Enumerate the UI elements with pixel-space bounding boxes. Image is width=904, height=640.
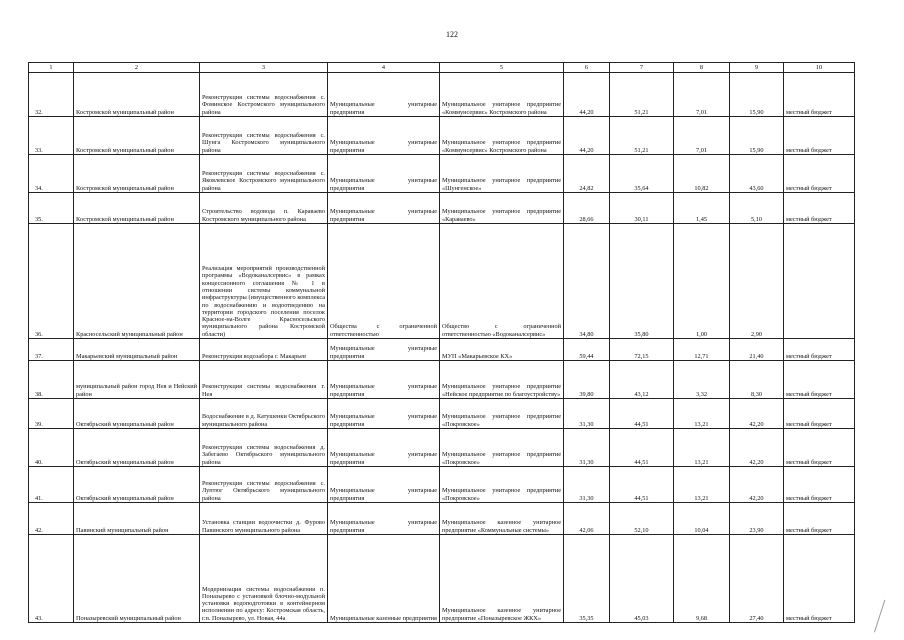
org-form-cell: Муниципальные унитарные предприятия xyxy=(328,339,440,361)
project-cell: Реконструкция системы водоснабжения с. Луптюг Октябрьского муниципального района xyxy=(200,467,328,503)
value-cell-8: 1,00 xyxy=(674,224,730,339)
operator-cell: Муниципальное унитарное предприятие «Покровское» xyxy=(440,399,564,429)
document-table-container xyxy=(28,62,854,623)
project-cell: Реконструкция водозабора г. Макарьев xyxy=(200,339,328,361)
budget-cell: местный бюджет xyxy=(784,193,855,224)
value-cell-8: 10,82 xyxy=(674,155,730,193)
value-cell-7: 72,15 xyxy=(610,339,674,361)
district-cell: Костромской муниципальный район xyxy=(74,73,200,117)
project-cell: Установка станции водоочистки д. Фурово Павинского муниципального района xyxy=(200,503,328,535)
value-cell-6: 31,30 xyxy=(564,467,610,503)
value-cell-7: 52,10 xyxy=(610,503,674,535)
operator-cell: Муниципальное унитарное предприятие «Шунгенское» xyxy=(440,155,564,193)
table-row xyxy=(29,429,855,467)
col-header-7: 7 xyxy=(610,63,674,73)
district-cell: Октябрьский муниципальный район xyxy=(74,467,200,503)
org-form-cell: Муниципальные унитарные предприятия xyxy=(328,117,440,155)
operator-cell: Муниципальное унитарное предприятие «Нейское предприятие по благоустройству» xyxy=(440,361,564,399)
value-cell-7: 51,21 xyxy=(610,117,674,155)
org-form-cell: Муниципальные унитарные предприятия xyxy=(328,429,440,467)
row-number: 43. xyxy=(29,535,74,623)
table-row xyxy=(29,117,855,155)
value-cell-9: 42,20 xyxy=(730,399,784,429)
row-number: 32. xyxy=(29,73,74,117)
row-number: 39. xyxy=(29,399,74,429)
district-cell: Красносельский муниципальный район xyxy=(74,224,200,339)
table-row xyxy=(29,339,855,361)
value-cell-7: 35,64 xyxy=(610,155,674,193)
value-cell-7: 51,21 xyxy=(610,73,674,117)
value-cell-6: 28,66 xyxy=(564,193,610,224)
operator-cell: Муниципальное казенное унитарное предприятие «Коммунальные системы» xyxy=(440,503,564,535)
value-cell-8: 13,21 xyxy=(674,467,730,503)
table-row xyxy=(29,535,855,623)
column-number-row xyxy=(29,63,855,73)
row-number: 33. xyxy=(29,117,74,155)
project-cell: Реконструкция системы водоснабжения с. Шунга Костромского муниципального района xyxy=(200,117,328,155)
value-cell-6: 24,82 xyxy=(564,155,610,193)
value-cell-9: 21,40 xyxy=(730,339,784,361)
project-cell: Реализация мероприятий производственной программы «Водоканалсервис» в рамках концессионного соглашения № 1 в отношении системы коммунальной инфраструктуры (имущественного комплекса по водоснабжению и водоотведению на территории городского поселения поселок Красное-на-Волге Красносельского муниципального района Костромской области) xyxy=(200,224,328,339)
investment-program-table xyxy=(28,62,855,623)
value-cell-8: 1,45 xyxy=(674,193,730,224)
value-cell-8: 7,01 xyxy=(674,117,730,155)
page-number: 122 xyxy=(446,30,458,39)
value-cell-9: 5,10 xyxy=(730,193,784,224)
operator-cell: Муниципальное унитарное предприятие «Покровское» xyxy=(440,467,564,503)
project-cell: Реконструкция системы водоснабжения д. Забегаево Октябрьского муниципального района xyxy=(200,429,328,467)
value-cell-6: 34,80 xyxy=(564,224,610,339)
budget-cell: местный бюджет xyxy=(784,73,855,117)
row-number: 38. xyxy=(29,361,74,399)
value-cell-7: 44,51 xyxy=(610,467,674,503)
value-cell-7: 35,80 xyxy=(610,224,674,339)
table-row xyxy=(29,155,855,193)
value-cell-6: 35,35 xyxy=(564,535,610,623)
project-cell: Реконструкция системы водоснабжения с. Яковлевское Костромского муниципального района xyxy=(200,155,328,193)
value-cell-9: 2,90 xyxy=(730,224,784,339)
org-form-cell: Муниципальные унитарные предприятия xyxy=(328,73,440,117)
table-row xyxy=(29,467,855,503)
value-cell-7: 30,11 xyxy=(610,193,674,224)
operator-cell: Муниципальное казенное унитарное предприятие «Поназыревское ЖКХ» xyxy=(440,535,564,623)
district-cell: Поназыревский муниципальный район xyxy=(74,535,200,623)
budget-cell: местный бюджет xyxy=(784,117,855,155)
org-form-cell: Муниципальные унитарные предприятия xyxy=(328,361,440,399)
col-header-5: 5 xyxy=(440,63,564,73)
value-cell-8: 13,21 xyxy=(674,429,730,467)
row-number: 34. xyxy=(29,155,74,193)
table-row xyxy=(29,224,855,339)
operator-cell: Муниципальное унитарное предприятие «Коммунсервис» Костромского района xyxy=(440,117,564,155)
value-cell-8: 10,04 xyxy=(674,503,730,535)
operator-cell: Муниципальное унитарное предприятие «Коммунсервис» Костромского района xyxy=(440,73,564,117)
table-row xyxy=(29,503,855,535)
project-cell: Реконструкция системы водоснабжения с. Фоминское Костромского муниципального района xyxy=(200,73,328,117)
value-cell-8: 9,68 xyxy=(674,535,730,623)
value-cell-6: 39,80 xyxy=(564,361,610,399)
org-form-cell: Муниципальные казенные предприятия xyxy=(328,535,440,623)
col-header-10: 10 xyxy=(784,63,855,73)
col-header-9: 9 xyxy=(730,63,784,73)
row-number: 35. xyxy=(29,193,74,224)
org-form-cell: Муниципальные унитарные предприятия xyxy=(328,467,440,503)
row-number: 42. xyxy=(29,503,74,535)
value-cell-8: 7,01 xyxy=(674,73,730,117)
org-form-cell: Муниципальные унитарные предприятия xyxy=(328,399,440,429)
value-cell-9: 42,20 xyxy=(730,467,784,503)
value-cell-9: 42,20 xyxy=(730,429,784,467)
budget-cell: местный бюджет xyxy=(784,339,855,361)
table-row xyxy=(29,73,855,117)
value-cell-9: 8,30 xyxy=(730,361,784,399)
col-header-6: 6 xyxy=(564,63,610,73)
district-cell: Костромской муниципальный район xyxy=(74,155,200,193)
budget-cell: местный бюджет xyxy=(784,429,855,467)
district-cell: Макарьевский муниципальный район xyxy=(74,339,200,361)
budget-cell: местный бюджет xyxy=(784,535,855,623)
value-cell-9: 27,40 xyxy=(730,535,784,623)
budget-cell: местный бюджет xyxy=(784,361,855,399)
value-cell-7: 45,03 xyxy=(610,535,674,623)
table-row xyxy=(29,399,855,429)
value-cell-9: 23,90 xyxy=(730,503,784,535)
district-cell: Октябрьский муниципальный район xyxy=(74,399,200,429)
operator-cell: Общество с ограниченной ответственностью «Водоканалсервис» xyxy=(440,224,564,339)
value-cell-8: 12,71 xyxy=(674,339,730,361)
value-cell-9: 43,60 xyxy=(730,155,784,193)
value-cell-6: 44,20 xyxy=(564,117,610,155)
district-cell: Павинский муниципальный район xyxy=(74,503,200,535)
budget-cell: местный бюджет xyxy=(784,467,855,503)
district-cell: Костромской муниципальный район xyxy=(74,193,200,224)
value-cell-7: 44,51 xyxy=(610,399,674,429)
budget-cell: местный бюджет xyxy=(784,399,855,429)
pen-stroke-mark xyxy=(874,600,891,634)
value-cell-9: 15,90 xyxy=(730,73,784,117)
value-cell-6: 42,06 xyxy=(564,503,610,535)
col-header-1: 1 xyxy=(29,63,74,73)
operator-cell: МУП «Макарьевское КХ» xyxy=(440,339,564,361)
value-cell-6: 31,30 xyxy=(564,429,610,467)
col-header-4: 4 xyxy=(328,63,440,73)
org-form-cell: Муниципальные унитарные предприятия xyxy=(328,503,440,535)
value-cell-8: 13,21 xyxy=(674,399,730,429)
row-number: 41. xyxy=(29,467,74,503)
row-number: 37. xyxy=(29,339,74,361)
col-header-8: 8 xyxy=(674,63,730,73)
district-cell: Октябрьский муниципальный район xyxy=(74,429,200,467)
value-cell-9: 15,90 xyxy=(730,117,784,155)
project-cell: Водоснабжение в д. Катушенки Октябрьского муниципального района xyxy=(200,399,328,429)
org-form-cell: Общества с ограниченной ответственностью xyxy=(328,224,440,339)
budget-cell xyxy=(784,224,855,339)
budget-cell: местный бюджет xyxy=(784,155,855,193)
budget-cell: местный бюджет xyxy=(784,503,855,535)
value-cell-7: 44,51 xyxy=(610,429,674,467)
value-cell-7: 43,12 xyxy=(610,361,674,399)
value-cell-6: 31,30 xyxy=(564,399,610,429)
project-cell: Реконструкция системы водоснабжения г. Нея xyxy=(200,361,328,399)
district-cell: муниципальный район город Нея и Нейский район xyxy=(74,361,200,399)
district-cell: Костромской муниципальный район xyxy=(74,117,200,155)
operator-cell: Муниципальное унитарное предприятие «Покровское» xyxy=(440,429,564,467)
col-header-3: 3 xyxy=(200,63,328,73)
operator-cell: Муниципальное унитарное предприятие «Караваево» xyxy=(440,193,564,224)
value-cell-8: 3,32 xyxy=(674,361,730,399)
project-cell: Модернизация системы водоснабжения п. Поназырево с установкой блочно-модульной установки водоподготовки в контейнерном исполнении по адресу: Костромская область, г.п. Поназырево, ул. Новая, 44а xyxy=(200,535,328,623)
col-header-2: 2 xyxy=(74,63,200,73)
org-form-cell: Муниципальные унитарные предприятия xyxy=(328,193,440,224)
row-number: 40. xyxy=(29,429,74,467)
project-cell: Строительство водовода п. Караваево Костромского муниципального района xyxy=(200,193,328,224)
table-row xyxy=(29,193,855,224)
value-cell-6: 44,20 xyxy=(564,73,610,117)
value-cell-6: 59,44 xyxy=(564,339,610,361)
table-row xyxy=(29,361,855,399)
org-form-cell: Муниципальные унитарные предприятия xyxy=(328,155,440,193)
row-number: 36. xyxy=(29,224,74,339)
